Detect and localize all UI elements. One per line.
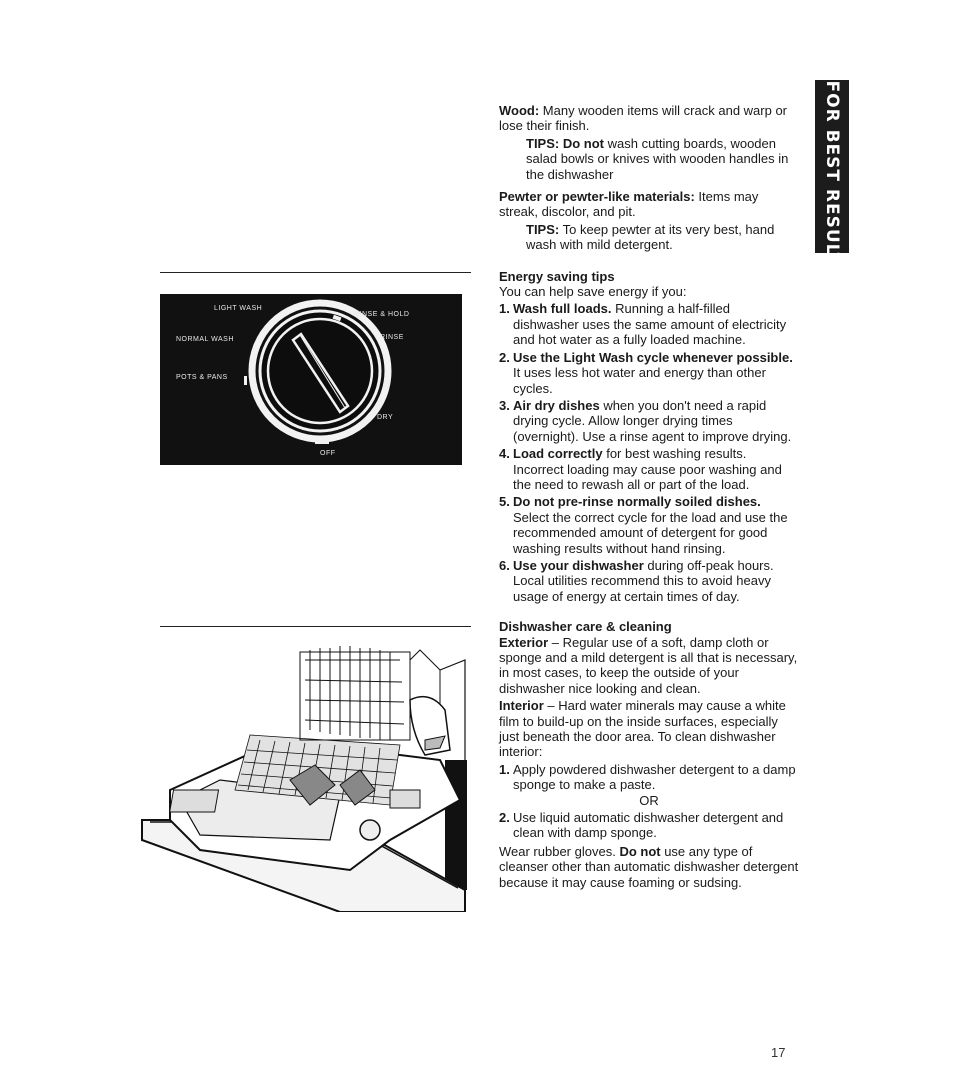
energy-tips-list: [499, 301, 799, 604]
wood-tip-text: wash cutting boards, wooden salad bowls or knives with wooden handles in the dishwasher: [526, 135, 789, 182]
list-item: 2. Use the Light Wash cycle whenever possible. It uses less hot water and energy than other cycles.: [499, 349, 793, 396]
section-tab: [815, 80, 849, 279]
energy-intro: You can help save energy if you:: [499, 284, 687, 300]
care-heading: Dishwasher care & cleaning: [499, 619, 672, 635]
pewter-tip-text: To keep pewter at its very best, hand wash with mild detergent.: [526, 221, 775, 253]
or-separator: OR: [639, 792, 659, 808]
instructions-column: [499, 103, 799, 890]
divider-top: [160, 272, 471, 273]
pewter-tip: [526, 222, 799, 253]
pewter-tip-label: TIPS:: [526, 221, 560, 237]
dial-label-off: OFF: [320, 450, 336, 457]
cycle-dial-panel: [160, 294, 462, 465]
interior-paragraph: Interior – Hard water minerals may cause a white film to build-up on the inside surfaces, especially just beneath the door area. To clean dishwasher interior:: [499, 698, 786, 760]
pewter-text: Items may streak, discolor, and pit.: [499, 189, 759, 220]
list-item: 6. Use your dishwasher during off-peak hours. Local utilities recommend this to avoid heavy usage of energy at certain times of day.: [499, 557, 774, 604]
section-tab-label: FOR BEST RESULTS: [822, 80, 842, 279]
dial-label-rinse-hold: RINSE & HOLD: [354, 311, 410, 318]
dial-label-rinse: RINSE: [380, 334, 404, 341]
page-number: 17: [771, 1045, 786, 1060]
dial-label-pots-pans: POTS & PANS: [176, 374, 228, 381]
wood-text: Many wooden items will crack and warp or lose their finish.: [499, 103, 788, 134]
list-item: 2. Use liquid automatic dishwasher detergent and clean with damp sponge.: [499, 810, 784, 841]
list-item: 1. Apply powdered dishwasher detergent to a damp sponge to make a paste.: [499, 761, 796, 793]
dishwasher-illustration: [140, 640, 470, 912]
wood-tip: [526, 136, 799, 182]
dial-label-light-wash: LIGHT WASH: [214, 305, 263, 312]
list-item: 4. Load correctly for best washing results. Incorrect loading may cause poor washing and the need to rewash all or part of the load.: [499, 446, 782, 492]
dial-label-normal-wash: NORMAL WASH: [176, 336, 234, 343]
warning-paragraph: Wear rubber gloves. Do not use any type of cleanser other than automatic dishwasher detergent because it may cause foaming or sudsing.: [499, 843, 799, 890]
wood-tip-label: TIPS: Do not: [526, 135, 604, 151]
pewter-paragraph: [499, 189, 799, 220]
divider-middle: [160, 626, 471, 627]
wood-label: Wood:: [499, 103, 540, 118]
pewter-label: Pewter or pewter-like materials:: [499, 189, 695, 205]
list-item: 3. Air dry dishes when you don't need a rapid drying cycle. Allow longer drying times (overnight). Use a rinse agent to improve drying.: [499, 397, 792, 444]
list-item: 5. Do not pre-rinse normally soiled dishes. Select the correct cycle for the load and use the recommended amount of detergent for good washing results without hand rinsing.: [499, 494, 788, 556]
wood-paragraph: [499, 103, 799, 134]
dial-label-dry: DRY: [377, 414, 394, 421]
exterior-paragraph: Exterior – Regular use of a soft, damp cloth or sponge and a mild detergent is all that is necessary, in most cases, to keep the outside of your dishwasher nice looking and clean.: [499, 634, 798, 696]
energy-heading: Energy saving tips: [499, 268, 615, 284]
list-item: 1. Wash full loads. Running a half-filled dishwasher uses the same amount of electricity and hot water as a fully loaded machine.: [499, 301, 787, 348]
